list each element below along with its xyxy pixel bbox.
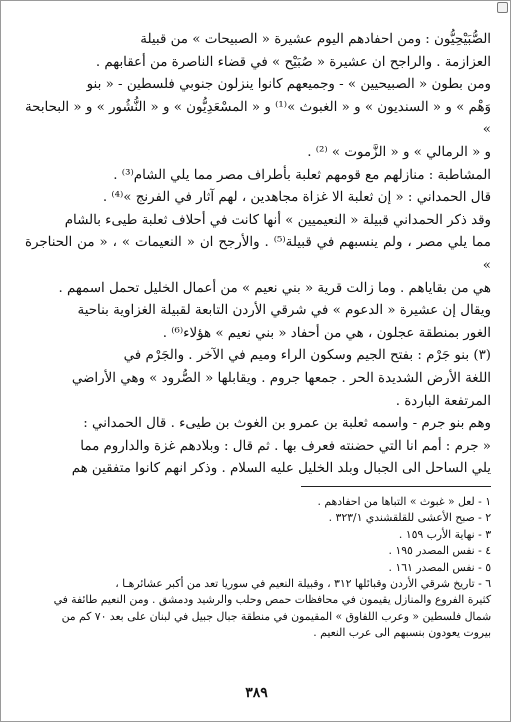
- page-content: [25, 29, 491, 642]
- text-line: مما يلي مصر ، ولم ينسبهم في قبيلة⁽⁵⁾ . والأرجح ان « النعيمات » ، « من الحناجرة »: [25, 235, 491, 273]
- footnote: ٥ - نفس المصدر ١٦١ .: [388, 560, 491, 574]
- footnote: ٣ - نهاية الأرب ١٥٩ .: [398, 527, 491, 541]
- text-line: المشاطبة : منازلهم مع قومهم ثعلبة بأطراف مصر مما يلي الشام⁽³⁾ .: [113, 167, 491, 183]
- text-line: يلي الساحل الى الجبال وبلد الخليل عليه السلام . وذكر انهم كانوا متفقين هم: [71, 461, 491, 477]
- footnote-continuation: بيروت يعودون بنسبهم الى عرب النعيم .: [313, 626, 491, 640]
- text-line: و « الرمالي » و « الزَّموت » ⁽²⁾ .: [307, 144, 491, 160]
- footnote-divider: [301, 486, 491, 487]
- text-line: ومن بطون « الصبيحيين » - وجميعهم كانوا ينزلون جنوبي فلسطين - « بنو: [86, 77, 491, 93]
- footnote: ١ - لعل « غبوث » التباها من احفادهم .: [317, 494, 491, 508]
- text-line: هي من بقاياهم . وما زالت قرية « بني نعيم » من أعمال الخليل تحمل اسمهم .: [58, 280, 491, 296]
- footnote-continuation: شمال فلسطين « وعرب اللفاوق » المقيمون في منطقة جبال جبيل في لبنان على بعد ٧٠ كم من: [61, 609, 491, 623]
- main-text: [25, 29, 491, 481]
- text-line: اللغة الأرض الشديدة الحر . جمعها جروم . ويقابلها « الصُّرود » وهي الأراضي: [71, 370, 491, 386]
- text-line: « جرم : أمم انا التي حضنته فعرف بها . ثم قال : وبلادهم غزة والداروم مما: [80, 438, 491, 454]
- text-line: وهم بنو جرم - واسمه ثعلبة بن عمرو بن الغوث بن طيىء . قال الحمداني :: [83, 416, 491, 432]
- footnotes: [25, 494, 491, 642]
- text-line: قال الحمداني : « إن ثعلبة الا غزاة مجاهدين ، لهم آثار في الفرنج »⁽⁴⁾ .: [102, 190, 491, 206]
- window-corner-marker: [497, 2, 508, 13]
- footnote: ٢ - صبح الأعشى للقلقشندي ٣٢٣/١ .: [328, 511, 491, 525]
- text-line: وقد ذكر الحمداني قبيلة « النعيميين » أنها كانت في أحلاف ثعلبة طيىء بالشام: [64, 212, 491, 228]
- page-number: ٣٨٩: [245, 685, 268, 701]
- text-line: الصُّبَيْحِيُّون : ومن احفادهم اليوم عشيرة « الصبيحات » من قبيلة: [140, 32, 491, 47]
- footnote: ٤ - نفس المصدر ١٩٥ .: [388, 544, 491, 558]
- footnote: ٦ - تاريخ شرقي الأردن وقبائلها ٣١٢ ، وقبيلة النعيم في سوريا تعد من أكبر عشائرهـا ،: [115, 576, 491, 590]
- text-line: العزازمة . والراجح ان عشيرة « صُبَيْح » في قضاء الناصرة من أعقابهم .: [95, 54, 491, 70]
- text-line: وَهْم » و « السنديون » و « الغبوث »⁽¹⁾ و « المسْعَدِيُّون » و « النُّشُور » و « البحابحة »: [25, 99, 491, 138]
- section-heading-line: (٣) بنو جَرْم : بفتح الجيم وسكون الراء وميم في الآخر . والجَرْم في: [123, 348, 491, 364]
- text-line: المرتفعة الباردة .: [395, 393, 491, 409]
- text-line: الغور بمنطقة عجلون ، هي من أحفاد « بني نعيم » هؤلاء⁽⁶⁾ .: [162, 325, 491, 341]
- text-line: ويقال إن عشيرة « الدعوم » في شرقي الأردن التابعة لقبيلة الغزاوية بناحية: [77, 303, 491, 319]
- footnote-continuation: كثيرة الفروع والمنازل يقيمون في محافظات حمص وحلب والرشيد ودمشق . ومن النعيم طائفة في: [53, 593, 491, 607]
